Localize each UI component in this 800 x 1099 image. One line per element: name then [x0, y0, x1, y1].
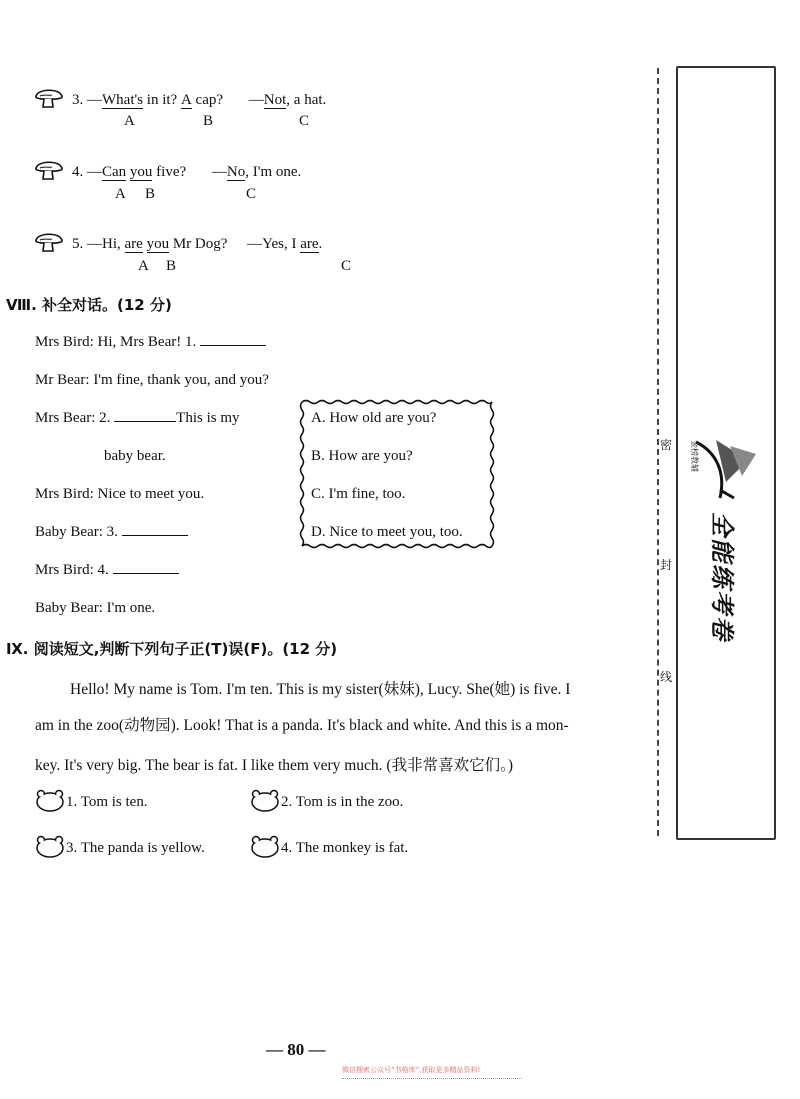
question-4: 4. The monkey is fat. — [281, 840, 409, 856]
dialogue-line-7: Mrs Bird: 4. — [35, 562, 179, 579]
option-label-B: B — [203, 113, 214, 129]
item-5-line: 5. —Hi, are you Mr Dog? —Yes, I are. — [72, 236, 323, 252]
section-8-title: Ⅷ. 补全对话。(12 分) — [6, 296, 172, 314]
passage-line-3: key. It's very big. The bear is fat. I like them very much. (我非常喜欢它们。) — [35, 757, 514, 774]
seal-char-2: 封 — [659, 558, 672, 572]
underlined-C: No — [226, 164, 246, 180]
dialogue-line-5: Mrs Bird: Nice to meet you. — [35, 486, 205, 502]
underlined-B: A — [180, 92, 192, 108]
underlined-A: are — [124, 236, 143, 252]
brand-title: 全能练考卷 — [708, 512, 736, 642]
option-label-C: C — [246, 186, 257, 202]
brand-logo-text: 金榜教辅 — [690, 440, 699, 472]
underlined-C: Not — [263, 92, 287, 108]
seal-char-1: 密 — [659, 438, 672, 452]
seal-char-3: 线 — [659, 670, 672, 684]
dialogue-line-2: Mr Bear: I'm fine, thank you, and you? — [35, 372, 269, 388]
option-A: A. How old are you? — [311, 410, 437, 426]
answer-circle-icon[interactable] — [35, 834, 65, 858]
option-D: D. Nice to meet you, too. — [311, 524, 463, 540]
question-1: 1. Tom is ten. — [66, 794, 148, 810]
section-9-title: Ⅸ. 阅读短文,判断下列句子正(T)误(F)。(12 分) — [6, 640, 338, 658]
mushroom-icon — [34, 84, 64, 110]
option-label-C: C — [299, 113, 310, 129]
option-label-B: B — [166, 258, 177, 274]
option-label-B: B — [145, 186, 156, 202]
answer-circle-icon[interactable] — [35, 788, 65, 812]
option-label-A: A — [115, 186, 126, 202]
option-label-C: C — [341, 258, 352, 274]
item-4-line: 4. —Can you five? —No, I'm one. — [72, 164, 302, 180]
item-3-line: 3. —What's in it? A cap? —Not, a hat. — [72, 92, 327, 108]
mushroom-icon — [34, 228, 64, 254]
watermark-text: 微信搜索公众号“书格库”,获取更多精品资料! — [342, 1066, 481, 1074]
underlined-A: What's — [102, 92, 144, 108]
question-3: 3. The panda is yellow. — [66, 840, 205, 856]
question-2: 2. Tom is in the zoo. — [281, 794, 404, 810]
option-B: B. How are you? — [311, 448, 413, 464]
footer-divider — [342, 1078, 522, 1079]
underlined-A: Can — [102, 164, 127, 180]
passage-line-2: am in the zoo(动物园). Look! That is a panda. It's black and white. And this is a mon- — [35, 717, 569, 734]
dialogue-line-3: Mrs Bear: 2. This is my — [35, 410, 240, 426]
dialogue-line-8: Baby Bear: I'm one. — [35, 600, 156, 616]
dialogue-line-1: Mrs Bird: Hi, Mrs Bear! 1. — [35, 334, 266, 351]
answer-blank[interactable] — [200, 345, 266, 346]
answer-blank[interactable] — [114, 421, 176, 422]
passage-line-1: Hello! My name is Tom. I'm ten. This is my sister(妹妹), Lucy. She(她) is five. I — [70, 681, 571, 698]
option-label-A: A — [124, 113, 135, 129]
option-C: C. I'm fine, too. — [311, 486, 406, 502]
option-label-A: A — [138, 258, 149, 274]
underlined-C: are — [300, 236, 319, 252]
underlined-B: you — [129, 164, 153, 180]
answer-blank[interactable] — [113, 573, 179, 574]
answer-circle-icon[interactable] — [250, 788, 280, 812]
dialogue-line-6: Baby Bear: 3. — [35, 524, 188, 541]
underlined-B: you — [146, 236, 170, 252]
mushroom-icon — [34, 156, 64, 182]
dialogue-line-4: baby bear. — [104, 448, 166, 464]
page-number: — 80 — — [266, 1040, 326, 1059]
answer-circle-icon[interactable] — [250, 834, 280, 858]
answer-blank[interactable] — [122, 535, 188, 536]
